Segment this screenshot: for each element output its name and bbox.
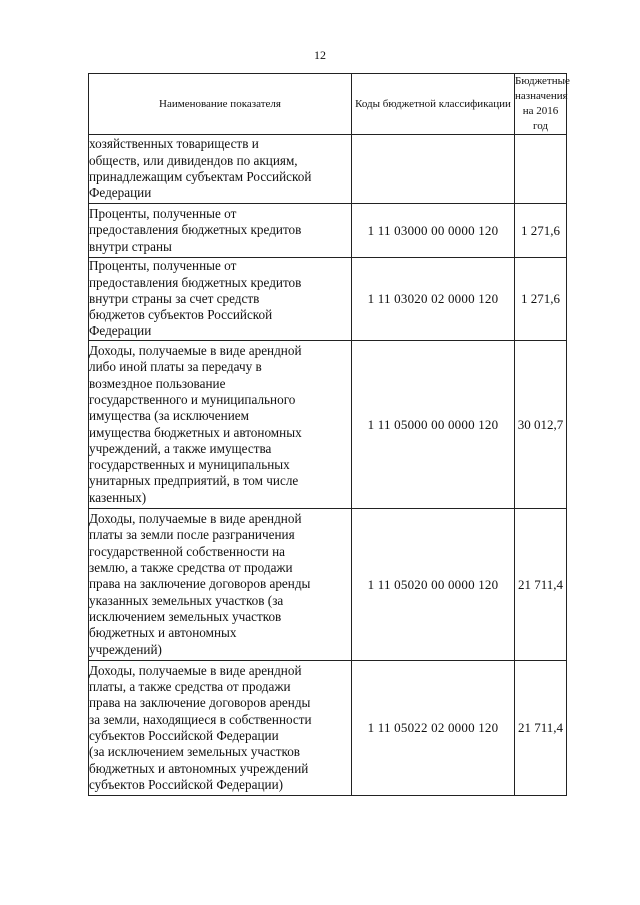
row-budget-amount: 1 271,6 xyxy=(515,204,567,258)
row-indicator-name: Проценты, полученные от предоставления бюджетных кредитов внутри страны xyxy=(89,204,352,258)
row-classification-code xyxy=(352,135,515,204)
table-row xyxy=(89,509,567,661)
table-row xyxy=(89,661,567,796)
table-row xyxy=(89,204,567,258)
header-budget-amount: Бюджетные назначения на 2016 год xyxy=(515,74,567,135)
page-number: 12 xyxy=(314,48,326,62)
row-budget-amount: 21 711,4 xyxy=(515,509,567,661)
row-indicator-name: Доходы, получаемые в виде арендной либо иной платы за передачу в возмездное пользование государственного и муниципального имущества (за исключением имущества бюджетных и автономных учреждений, а также имущества государственных и муниципальных унитарных предприятий, в том числе казенных) xyxy=(89,341,352,509)
row-classification-code: 1 11 03020 02 0000 120 xyxy=(352,258,515,341)
row-budget-amount xyxy=(515,135,567,204)
row-classification-code: 1 11 05020 00 0000 120 xyxy=(352,509,515,661)
row-indicator-name: Проценты, полученные от предоставления бюджетных кредитов внутри страны за счет средств бюджетов субъектов Российской Федерации xyxy=(89,258,352,341)
row-budget-amount: 30 012,7 xyxy=(515,341,567,509)
table-header-row xyxy=(89,74,567,135)
row-classification-code: 1 11 03000 00 0000 120 xyxy=(352,204,515,258)
table-row xyxy=(89,341,567,509)
header-classification-codes: Коды бюджетной классификации xyxy=(352,74,515,135)
table-row xyxy=(89,135,567,204)
row-classification-code: 1 11 05000 00 0000 120 xyxy=(352,341,515,509)
row-budget-amount: 21 711,4 xyxy=(515,661,567,796)
header-indicator-name: Наименование показателя xyxy=(89,74,352,135)
row-indicator-name: Доходы, получаемые в виде арендной платы за земли после разграничения государственной собственности на землю, а также средства от продажи права на заключение договоров аренды указанных земельных участков (за исключением земельных участков бюджетных и автономных учреждений) xyxy=(89,509,352,661)
row-classification-code: 1 11 05022 02 0000 120 xyxy=(352,661,515,796)
row-indicator-name: Доходы, получаемые в виде арендной платы, а также средства от продажи права на заключение договоров аренды за земли, находящиеся в собственности субъектов Российской Федерации (за исключением земельных участков бюджетных и автономных учреждений субъектов Российской Федерации) xyxy=(89,661,352,796)
budget-table xyxy=(88,73,570,796)
row-indicator-name: хозяйственных товариществ и обществ, или дивидендов по акциям, принадлежащим субъектам Российской Федерации xyxy=(89,135,352,204)
table-row xyxy=(89,258,567,341)
row-budget-amount: 1 271,6 xyxy=(515,258,567,341)
